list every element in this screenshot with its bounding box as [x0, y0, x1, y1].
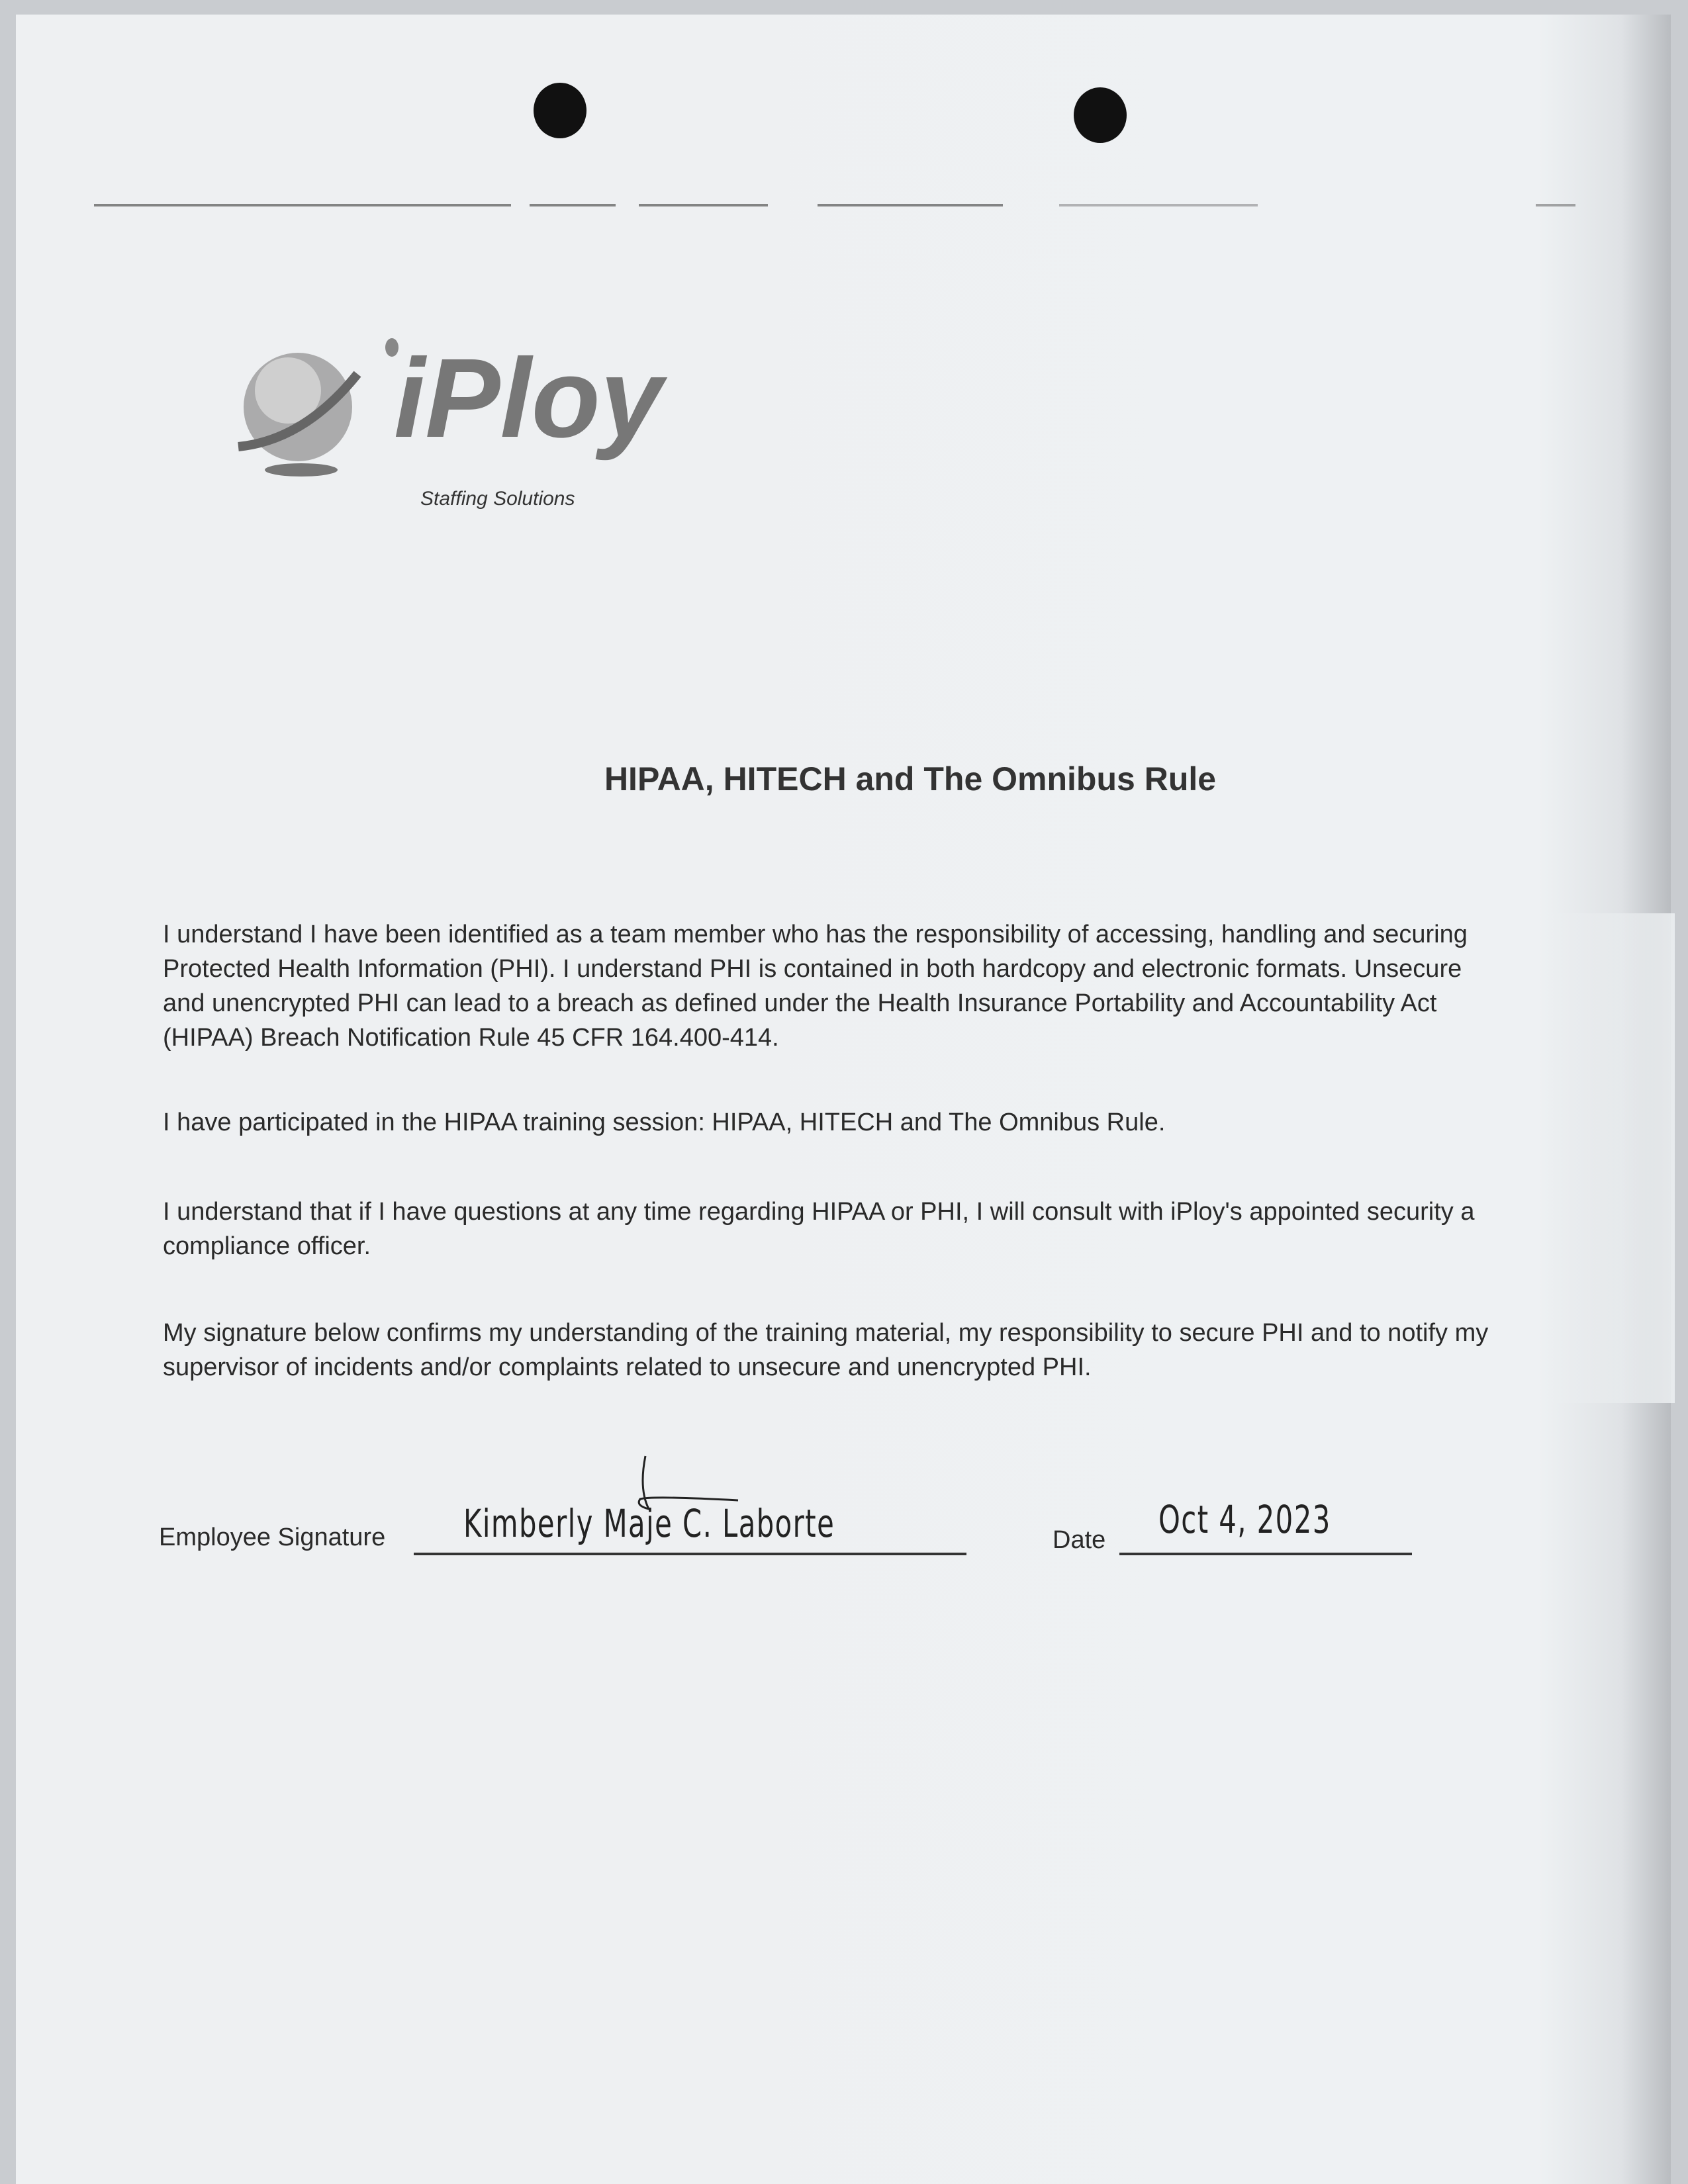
text-line: Protected Health Information (PHI). I understand PHI is contained in both hardcopy and electronic formats. Unsecure — [163, 955, 1462, 983]
divider — [639, 204, 768, 206]
paragraph-signature-confirmation — [163, 1316, 1613, 1385]
iploy-logo — [225, 328, 675, 513]
document-title: HIPAA, HITECH and The Omnibus Rule — [604, 760, 1217, 797]
employee-signature: Kimberly Maje C. Laborte — [463, 1501, 835, 1546]
paragraph-questions — [163, 1195, 1613, 1263]
date-line — [1119, 1553, 1412, 1555]
divider — [530, 204, 616, 206]
text-line: I understand I have been identified as a team member who has the responsibility of accessing, handling and securing — [163, 921, 1468, 948]
scan-fade — [1542, 913, 1675, 1403]
punch-hole — [534, 83, 586, 138]
employee-signature-label: Employee Signature — [159, 1524, 386, 1551]
date-label: Date — [1053, 1526, 1106, 1554]
logo-brand-text: iPloy — [394, 336, 663, 461]
paragraph-phi-understanding — [163, 917, 1613, 1055]
logo-tagline-text: Staffing Solutions — [420, 488, 575, 510]
text-line: I understand that if I have questions at any time regarding HIPAA or PHI, I will consult with iPloy's appointed security a — [163, 1198, 1475, 1226]
signature-line — [414, 1553, 966, 1555]
text-line: supervisor of incidents and/or complaints related to unsecure and unencrypted PHI. — [163, 1353, 1092, 1381]
text-line: (HIPAA) Breach Notification Rule 45 CFR 164.400-414. — [163, 1024, 779, 1052]
paragraph-training — [163, 1105, 1613, 1140]
date-value: Oct 4, 2023 — [1158, 1497, 1331, 1542]
signature-flourish — [632, 1449, 751, 1542]
text-line: I have participated in the HIPAA training session: HIPAA, HITECH and The Omnibus Rule. — [163, 1109, 1166, 1136]
text-line: compliance officer. — [163, 1232, 371, 1260]
divider — [818, 204, 1003, 206]
divider — [94, 204, 511, 206]
punch-hole — [1074, 87, 1127, 143]
text-line: and unencrypted PHI can lead to a breach as defined under the Health Insurance Portability and Accountability Act — [163, 989, 1437, 1017]
divider — [1536, 204, 1575, 206]
text-line: My signature below confirms my understanding of the training material, my responsibility to secure PHI and to notify my — [163, 1319, 1489, 1347]
divider — [1059, 204, 1258, 206]
